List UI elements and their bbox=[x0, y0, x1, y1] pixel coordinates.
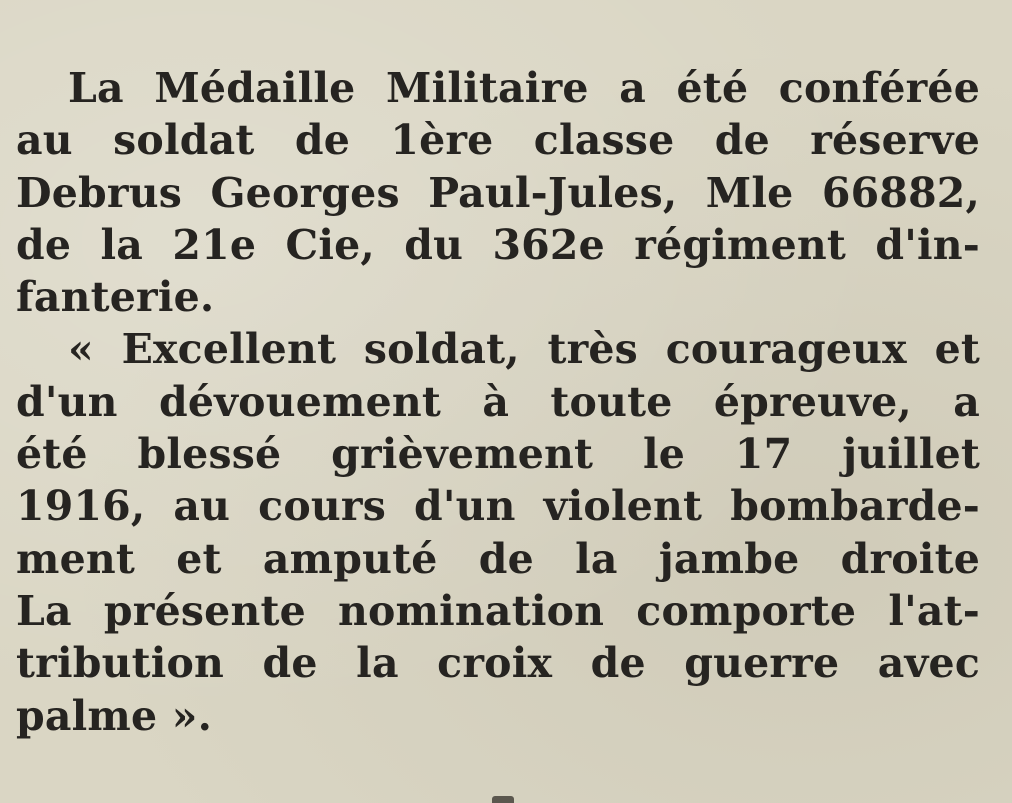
text-line: fanterie. bbox=[16, 273, 215, 322]
text-line: « Excellent soldat, très courageux et bbox=[68, 325, 980, 374]
text-line: au soldat de 1ère classe de réserve bbox=[16, 116, 980, 165]
text-line: été blessé grièvement le 17 juillet bbox=[16, 430, 980, 479]
article-text bbox=[16, 62, 980, 742]
text-line: de la 21e Cie, du 362e régiment d'in- bbox=[16, 220, 980, 269]
text-line: ment et amputé de la jambe droite bbox=[16, 534, 980, 583]
text-line: Debrus Georges Paul-Jules, Mle 66882, bbox=[16, 168, 980, 217]
print-mark bbox=[492, 796, 514, 803]
text-line: d'un dévouement à toute épreuve, a bbox=[16, 377, 980, 426]
text-line: tribution de la croix de guerre avec bbox=[16, 639, 980, 688]
text-line: La présente nomination comporte l'at- bbox=[16, 586, 980, 635]
text-line: 1916, au cours d'un violent bombarde- bbox=[16, 482, 980, 531]
text-line: La Médaille Militaire a été conférée bbox=[68, 64, 980, 112]
text-line: palme ». bbox=[16, 691, 213, 740]
